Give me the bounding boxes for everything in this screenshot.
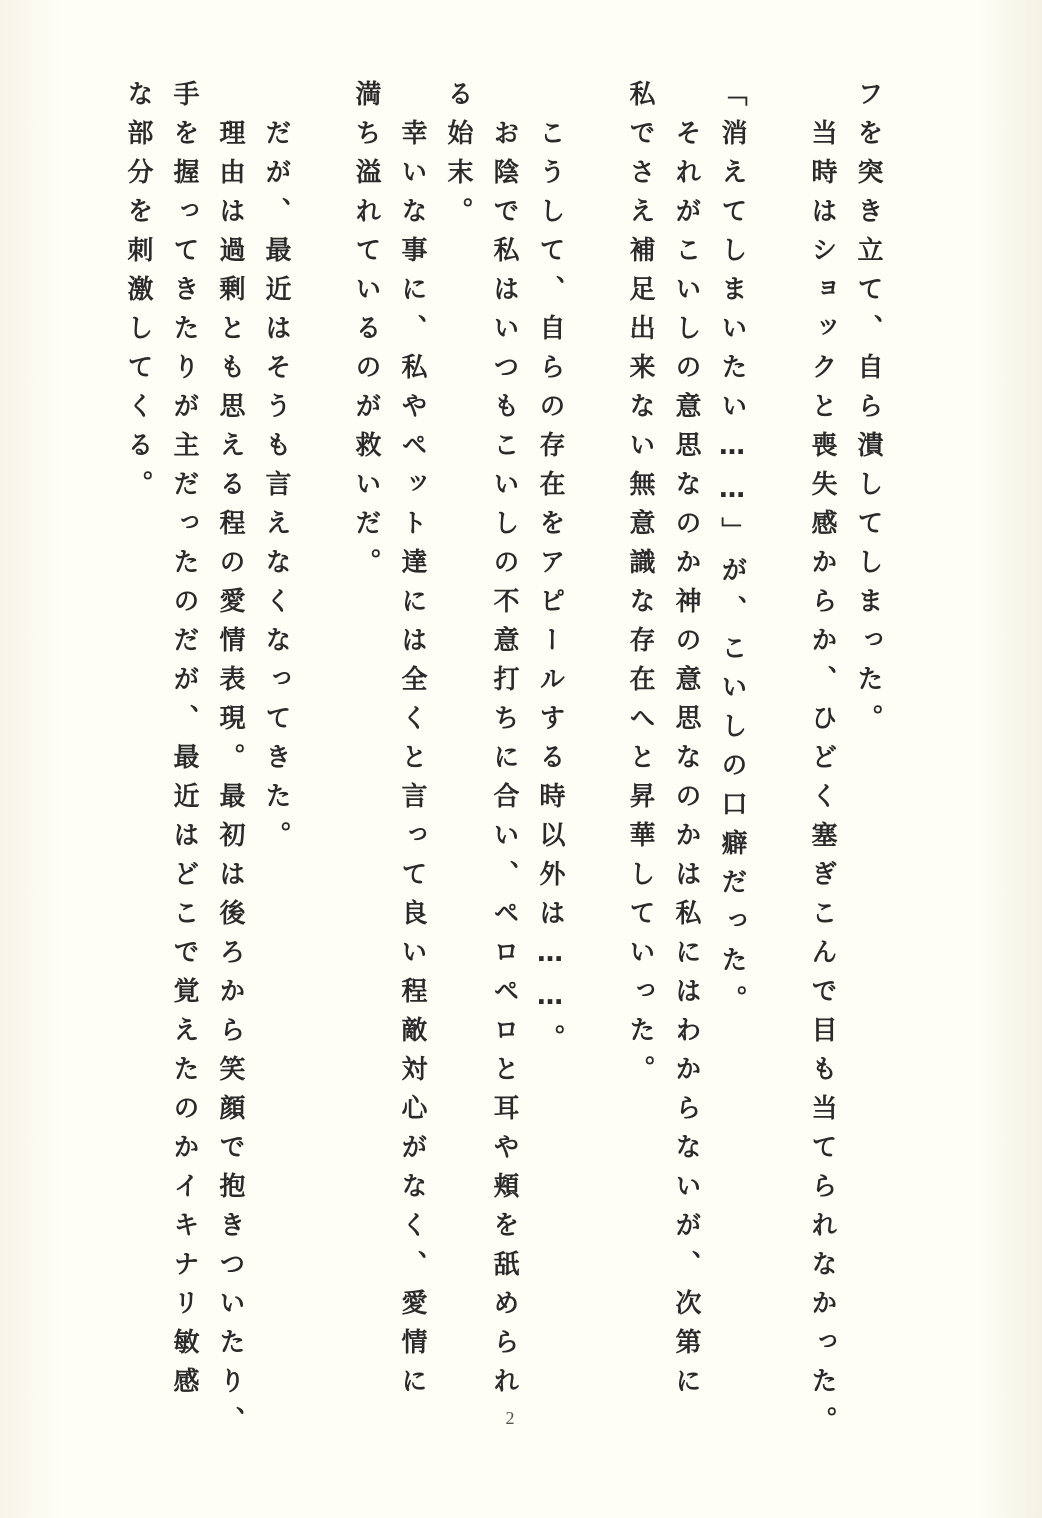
text-column-10: 満ち溢れているのが救いだ。 — [351, 80, 381, 587]
text-column-6: こうして、自らの存在をアピールする時以外は……。 — [535, 80, 565, 1063]
text-column-12: 理由は過剰とも思える程の愛情表現。最初は後ろから笑顔で抱きついたり、 — [215, 80, 245, 1445]
text-column-5: 「消えてしまいたい……」が、こいしの口癖だった。 — [717, 80, 747, 1024]
page-number: 2 — [505, 1408, 515, 1428]
text-column-13: 手を握ってきたりが主だったのだが、最近はどこで覚えたのかイキナリ敏感 — [169, 80, 199, 1406]
text-column-2: 当時はショックと喪失感からか、ひどく塞ぎこんで目も当てられなかった。 — [807, 80, 837, 1445]
text-column-9: 幸いな事に、私やペット達には全くと言って良い程敵対心がなく、愛情に — [397, 80, 427, 1406]
text-column-8: る始末。 — [443, 80, 473, 236]
text-column-14: な部分を刺激してくる。 — [123, 80, 153, 509]
text-column-1: フを突き立て、自ら潰してしまった。 — [853, 80, 883, 743]
text-column-11: だが、最近はそうも言えなくなってきた。 — [261, 80, 291, 860]
text-column-3: それがこいしの意思なのか神の意思なのかは私にはわからないが、次第に — [671, 80, 701, 1406]
text-column-4: 私でさえ補足出来ない無意識な存在へと昇華していった。 — [625, 80, 655, 1094]
text-column-7: お陰で私はいつもこいしの不意打ちに合い、ペロペロと耳や頬を舐められ — [489, 80, 519, 1406]
